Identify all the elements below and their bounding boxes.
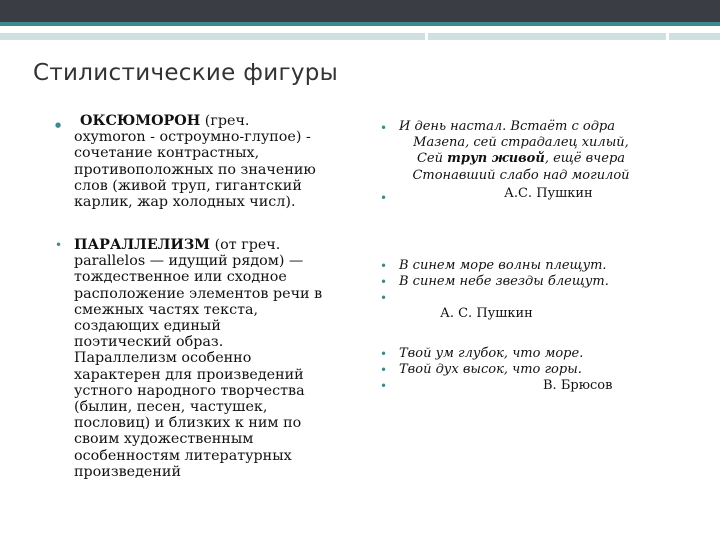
oxymoron-block [55, 113, 355, 210]
parallelism-line: (былин, песен, частушек, [74, 399, 268, 416]
quote-fragment: Сей [416, 151, 448, 167]
parallelism-line: устного народного творчества [74, 382, 305, 399]
parallelism-line: пословиц) и близких к ним по [74, 415, 302, 432]
list-item [380, 185, 650, 205]
parallelism-line: особенностям литературных [74, 447, 292, 464]
list-item [55, 237, 355, 480]
oxymoron-line: слов (живой труп, гигантский [74, 177, 302, 194]
parallelism-line: произведений [74, 463, 181, 480]
quote-line: В синем небе звезды блещут. [399, 274, 609, 290]
list-item [55, 113, 355, 210]
quote-author: А.С. Пушкин [504, 185, 593, 201]
bullet-icon: • [380, 291, 388, 306]
decor-strip-mid [428, 33, 666, 40]
page-title: Стилистические фигуры [33, 60, 339, 86]
parallelism-term: ПАРАЛЛЕЛИЗМ [74, 237, 211, 253]
list-item [380, 274, 650, 290]
parallelism-line: создающих единый [74, 318, 221, 335]
example-oxymoron [380, 119, 650, 205]
parallelism-line: тождественное или сходное [74, 269, 287, 286]
bullet-icon: • [380, 347, 388, 361]
parallelism-line: (от греч. [214, 237, 281, 253]
list-item [380, 258, 650, 274]
parallelism-line: смежных частях текста, [74, 301, 259, 318]
quote-emphasis: труп живой [447, 151, 545, 167]
bullet-icon: • [380, 121, 388, 135]
quote-line: В синем море волны плещут. [399, 258, 607, 273]
quote-fragment: , ещё вчера [544, 151, 626, 167]
example-parallelism-2 [380, 346, 650, 395]
parallelism-line: своим художественным [74, 431, 254, 448]
list-item [380, 346, 650, 362]
bullet-icon: • [380, 363, 388, 378]
list-item [380, 378, 650, 394]
bullet-icon: • [380, 190, 388, 205]
quote-line: Твой ум глубок, что море. [399, 346, 584, 361]
quote-author: В. Брюсов [543, 378, 613, 394]
example-parallelism-1 [380, 258, 650, 323]
decor-strip-right [669, 33, 720, 40]
bullet-icon: ● [55, 121, 62, 129]
oxymoron-term: ОКСЮМОРОН [80, 113, 201, 129]
oxymoron-line: (греч. [204, 113, 250, 129]
oxymoron-line: oxymoron - остроумно-глупое) - [74, 129, 311, 146]
parallelism-line: parallelos — идущий рядом) — [74, 253, 304, 270]
quote-line: Мазепа, сей страдалец хилый, [413, 135, 629, 151]
top-accent-band [0, 22, 720, 26]
oxymoron-line: сочетание контрастных, [74, 145, 260, 162]
decor-strip-left [0, 33, 425, 40]
top-dark-band [0, 0, 720, 22]
quote-line [380, 151, 652, 167]
oxymoron-line: карлик, жар холодных числ). [74, 194, 296, 211]
bullet-icon: • [380, 259, 388, 273]
list-item [380, 362, 650, 378]
parallelism-line: Параллелизм особенно [74, 350, 252, 367]
quote-author: А. С. Пушкин [440, 306, 533, 322]
bullet-icon: • [380, 379, 388, 394]
parallelism-line: поэтический образ. [74, 334, 224, 351]
quote-line: Стонавший слабо над могилой [412, 167, 630, 183]
list-item [380, 290, 650, 304]
parallelism-block [55, 237, 355, 480]
quote-line: И день настал. Встаёт с одра [399, 119, 616, 134]
bullet-icon: • [55, 238, 63, 252]
parallelism-line: характерен для произведений [74, 366, 304, 383]
bullet-icon: • [380, 275, 388, 290]
parallelism-line: расположение элементов речи в [74, 285, 323, 302]
quote-line: Твой дух высок, что горы. [399, 362, 582, 378]
list-item [380, 119, 650, 135]
oxymoron-line: противоположных по значению [74, 161, 316, 178]
